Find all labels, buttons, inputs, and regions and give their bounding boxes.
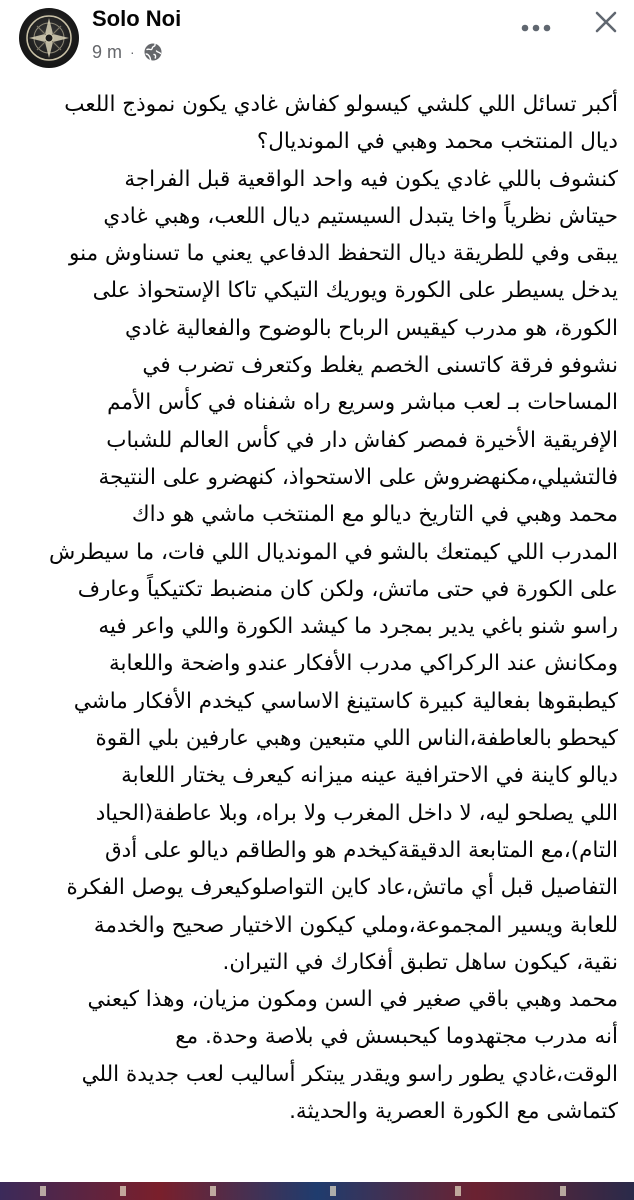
avatar[interactable]	[19, 8, 79, 68]
post-text-line: ومكانش عند الركراكي مدرب الأفكار عندو واضحة واللعابة	[109, 651, 618, 677]
post-text-line: محمد وهبي باقي صغير في السن ومكون مزيان، وهذا كيعني	[87, 987, 618, 1013]
post-meta	[92, 40, 163, 64]
post-text-line: التام)،مع المتابعة الدقيقةكيخدم هو والطاقم ديالو على أدق	[104, 837, 618, 863]
post-text-line: نقية، كيكون ساهل تطبق أفكارك في التيران.	[222, 949, 618, 975]
post-text-line: للعابة ويسير المجموعة،وملي كيكون الاختيار صحيح والخدمة	[93, 912, 618, 938]
post-text-line: راسو شنو باغي يدير بمجرد ما كيشد الكورة واللي واعر فيه	[98, 614, 618, 640]
post-text-line: يدخل يسيطر على الكورة ويوريك التيكي تاكا الإستحواذ على	[92, 278, 618, 304]
author-name[interactable]: Solo Noi	[92, 6, 182, 31]
post-text-line: اللي يصلحو ليه، لا داخل المغرب ولا براه، وبلا عاطفة(الحياد	[95, 800, 618, 826]
post-text-line: كتماشى مع الكورة العصرية والحديثة.	[289, 1099, 618, 1125]
post-text-line: فالتشيلي،مكنهضروش على الاستحواذ، كنهضرو على النتيجة	[98, 464, 618, 490]
post-text-line: أكبر تسائل اللي كلشي كيسولو كفاش غادي يكون نموذج اللعب	[64, 92, 618, 117]
post-text-line: كنشوف باللي غادي يكون فيه واحد الواقعية قبل الفراجة	[124, 166, 618, 192]
attached-media-preview[interactable]	[0, 1182, 634, 1200]
post-text-line: أنه مدرب مجتهدوما كيحبسش في بلاصة وحدة. مع	[175, 1024, 618, 1050]
post-text-line: الكورة، هو مدرب كيقيس الرباح بالوضوح والفعالية غادي	[125, 315, 618, 341]
post-text-line: المساحات بـ لعب مباشر وسريع راه شفناه في كأس الأمم	[107, 390, 618, 416]
post-text-line: على الكورة في حتى ماتش، ولكن كان منضبط تكتيكياً وعارف	[77, 576, 618, 602]
post-text-line: المدرب اللي كيمتعك بالشو في المونديال اللي فات، ما سيطرش	[48, 539, 618, 565]
post-text-line: ديال المنتخب محمد وهبي في المونديال؟	[256, 129, 618, 155]
post-text-line: نشوفو فرقة كاتسنى الخصم يغلط وكتعرف تضرب في	[142, 353, 618, 379]
post-header	[0, 0, 634, 78]
more-icon[interactable]	[518, 10, 554, 46]
post-text-line: الإفريقية الأخيرة فمصر كفاش دار في كأس العالم للشباب	[106, 427, 618, 453]
post-text-line: ديالو كاينة في الاحترافية عينه ميزانه كيعرف يختار اللعابة	[121, 763, 618, 789]
post-text-line: حيتاش نظرياً واخا يتبدل السيستيم ديال اللعب، وهبي غادي	[103, 203, 618, 229]
post-time[interactable]: 9 m	[92, 41, 123, 62]
post-text-line: الوقت،غادي يطور راسو ويقدر يبتكر أساليب لعب جديدة اللي	[81, 1061, 618, 1087]
post-text-line: كيحطو بالعاطفة،الناس اللي متبعين وهبي عارفين بلي القوة	[95, 726, 618, 752]
post-text-line: يبقى وفي للطريقة ديال التحفظ الدفاعي يعني ما تسناوش منو	[69, 241, 618, 267]
post-text	[22, 86, 618, 1130]
meta-separator: ·	[130, 44, 135, 60]
close-icon[interactable]	[586, 2, 626, 42]
post-text-line: محمد وهبي في التاريخ ديالو مع المنتخب ماشي هو داك	[131, 502, 618, 528]
avatar-emblem-icon	[19, 8, 79, 68]
globe-icon[interactable]	[143, 42, 163, 62]
post-text-line: التفاصيل قبل أي ماتش،عاد كاين التواصلوكيعرف يوصل الفكرة	[66, 875, 618, 901]
post-text-line: كيطبقوها بفعالية كبيرة كاستينغ الاساسي كيخدم الأفكار ماشي	[73, 688, 618, 714]
